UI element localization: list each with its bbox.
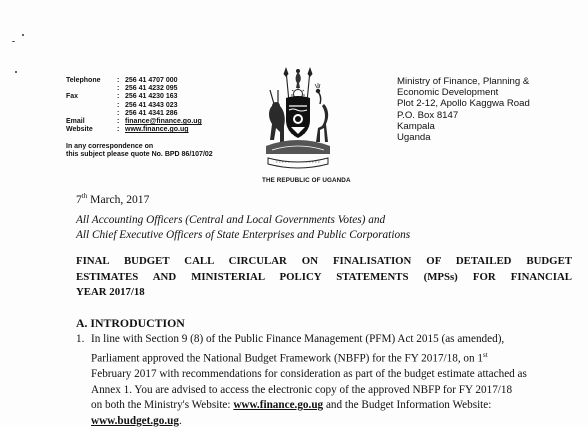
scan-speck bbox=[15, 71, 17, 73]
paragraph-line-6: www.budget.go.ug. bbox=[91, 414, 182, 427]
telephone-number-1: 256 41 4707 000 bbox=[125, 77, 178, 84]
paragraph-number: 1. bbox=[76, 333, 85, 345]
fax-row: Fax : 256 41 4230 163 bbox=[66, 93, 178, 101]
republic-caption: THE REPUBLIC OF UGANDA bbox=[262, 177, 351, 184]
correspondence-line-1: In any correspondence on bbox=[66, 143, 154, 150]
ministry-line-1: Ministry of Finance, Planning & bbox=[397, 76, 530, 87]
telephone-number-2: 256 41 4232 095 bbox=[125, 85, 178, 93]
email-label: Email bbox=[66, 118, 85, 126]
uganda-coat-of-arms-icon bbox=[262, 66, 334, 174]
scan-speck bbox=[22, 34, 24, 36]
scan-speck bbox=[12, 41, 15, 42]
reference-number: BPD 86/107/02 bbox=[164, 151, 213, 159]
circular-title bbox=[76, 254, 572, 301]
paragraph-line-1: In line with Section 9 (8) of the Public Finance Management (PFM) Act 2015 (as amended), bbox=[91, 333, 505, 345]
paragraph-line-5: on both the Ministry's Website: www.finance.go.ug and the Budget Information Website: bbox=[91, 399, 492, 412]
website-label: Website bbox=[66, 126, 93, 134]
contact-block: Telephone : 256 41 4707 000 : 256 41 4232 095 Fax : 256 41 4230 163 : 256 41 4343 023 : 256 41 4341 286 Email : finance@finance.go.ug Website : www.finance.go.ug bbox=[66, 77, 202, 134]
title-line-2: ESTIMATES AND MINISTERIAL POLICY STATEMENTS (MPSs) FOR FINANCIAL bbox=[76, 270, 572, 283]
addressee-line-2: All Chief Executive Officers of State Enterprises and Public Corporations bbox=[76, 228, 411, 241]
telephone-label: Telephone bbox=[66, 77, 101, 84]
budget-website-link[interactable]: www.budget.go.ug bbox=[91, 414, 179, 427]
fax-number-3: 256 41 4341 286 bbox=[125, 109, 178, 117]
ministry-line-4: P.O. Box 8147 bbox=[397, 109, 459, 121]
addressees bbox=[76, 213, 410, 242]
email-link[interactable]: finance@finance.go.ug bbox=[125, 118, 202, 126]
email-row: Email : finance@finance.go.ug bbox=[66, 118, 202, 126]
paragraph-line-4: Annex 1. You are advised to access the electronic copy of the approved NBFP for FY 2017/18 bbox=[91, 383, 513, 396]
ministry-address bbox=[397, 76, 530, 143]
website-row: Website : www.finance.go.ug bbox=[66, 126, 189, 134]
addressee-line-1: All Accounting Officers (Central and Local Governments Votes) and bbox=[76, 214, 386, 226]
ministry-line-3: Plot 2-12, Apollo Kaggwa Road bbox=[397, 98, 530, 110]
telephone-row: Telephone : 256 41 4707 000 bbox=[66, 77, 178, 84]
correspondence-line-2: this subject please quote No. bbox=[66, 151, 163, 159]
section-heading: A. INTRODUCTION bbox=[76, 316, 185, 330]
ministry-line-5: Kampala bbox=[397, 120, 435, 132]
finance-website-link[interactable]: www.finance.go.ug bbox=[233, 399, 324, 412]
ministry-line-2: Economic Development bbox=[397, 87, 499, 99]
ministry-line-6: Uganda bbox=[397, 132, 431, 144]
fax-number-1: 256 41 4230 163 bbox=[125, 93, 178, 101]
fax-label: Fax bbox=[66, 93, 79, 101]
paragraph-line-3: February 2017 with recommendations for consideration as part of the budget estimate attached as bbox=[91, 367, 527, 380]
paragraph-line-2: Parliament approved the National Budget Framework (NBFP) for the FY 2017/18, on 1st bbox=[91, 350, 488, 365]
correspondence-note bbox=[66, 143, 213, 160]
fax-number-2: 256 41 4343 023 bbox=[125, 101, 178, 109]
website-link[interactable]: www.finance.go.ug bbox=[125, 126, 189, 134]
title-line-1: FINAL BUDGET CALL CIRCULAR ON FINALISATION OF DETAILED BUDGET bbox=[76, 255, 572, 267]
letter-date: 7th March, 2017 bbox=[76, 192, 150, 206]
title-line-3: YEAR 2017/18 bbox=[76, 286, 145, 299]
